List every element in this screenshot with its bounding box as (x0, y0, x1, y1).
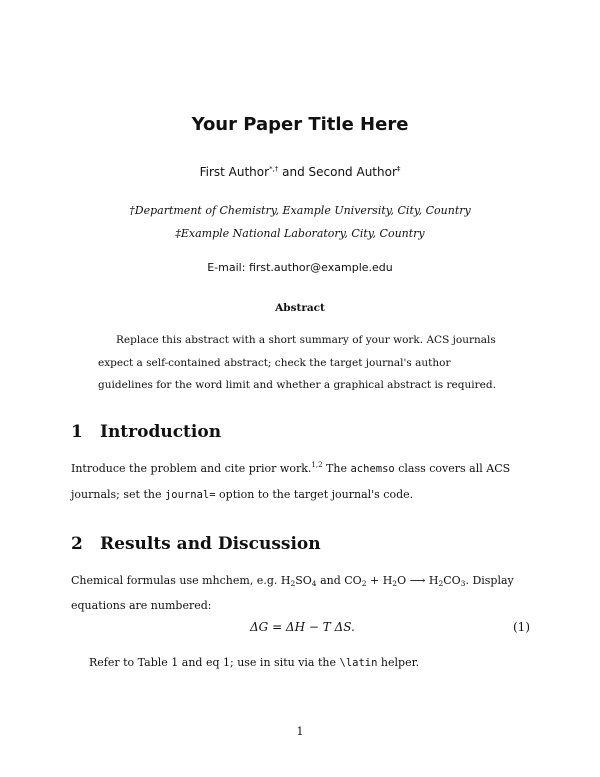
section-heading-results (71, 534, 321, 554)
section-heading-introduction (71, 422, 221, 442)
followup-text: Refer to Table 1 and eq 1; use in situ via the (89, 656, 340, 669)
code-latin: \latin (339, 657, 378, 669)
first-author: First Author (199, 165, 270, 179)
first-author-marks: *,† (269, 165, 279, 173)
section-title: Results and Discussion (100, 534, 321, 554)
email-line (0, 261, 600, 274)
affiliation-1: †Department of Chemistry, Example University, City, Country (129, 204, 471, 217)
page-number: 1 (296, 725, 304, 738)
section-number: 1 (71, 422, 83, 442)
intro-text: The (322, 462, 351, 475)
section-number: 2 (71, 534, 83, 554)
email-label: E-mail: (207, 261, 246, 274)
introduction-paragraph (71, 456, 533, 508)
intro-text: class covers all ACS journals; set the (71, 462, 511, 501)
citation: 1,2 (311, 461, 323, 469)
section-title: Introduction (100, 422, 222, 442)
email-address: first.author@example.edu (248, 261, 393, 274)
results-followup-paragraph (71, 650, 533, 676)
abstract-text: Replace this abstract with a short summary of your work. ACS journals expect a self-contained abstract; check the target journal's author guidelines for the word limit and whether a graphical abstract is required. (98, 334, 496, 391)
intro-text: option to the target journal's code. (215, 488, 414, 501)
results-text: . Display equations are numbered: (71, 574, 514, 612)
second-author-marks: ‡ (396, 165, 401, 173)
results-text: Chemical formulas use mhchem, e.g. (71, 574, 281, 587)
abstract-heading: Abstract (275, 302, 325, 314)
author-joiner: and (278, 165, 309, 179)
paper-title: Your Paper Title Here (191, 114, 409, 135)
followup-text: helper. (377, 656, 420, 669)
intro-text: Introduce the problem and cite prior work. (71, 462, 312, 475)
chemical-equation: $H_2SO_4$ and $CO_2 + H_2O$ ⟶ $H_2CO_3$ (280, 574, 466, 588)
results-paragraph (71, 568, 533, 618)
equation-number: (1) (513, 620, 530, 634)
abstract-body (98, 329, 503, 397)
second-author: Second Author (308, 165, 397, 179)
code-achemso: achemso (350, 463, 395, 475)
code-journal: journal= (164, 489, 216, 501)
author-line (0, 165, 600, 179)
affiliation-2: ‡Example National Laboratory, City, Country (175, 227, 425, 240)
equation-expression: ΔG = ΔH − T ΔS. (250, 620, 355, 634)
